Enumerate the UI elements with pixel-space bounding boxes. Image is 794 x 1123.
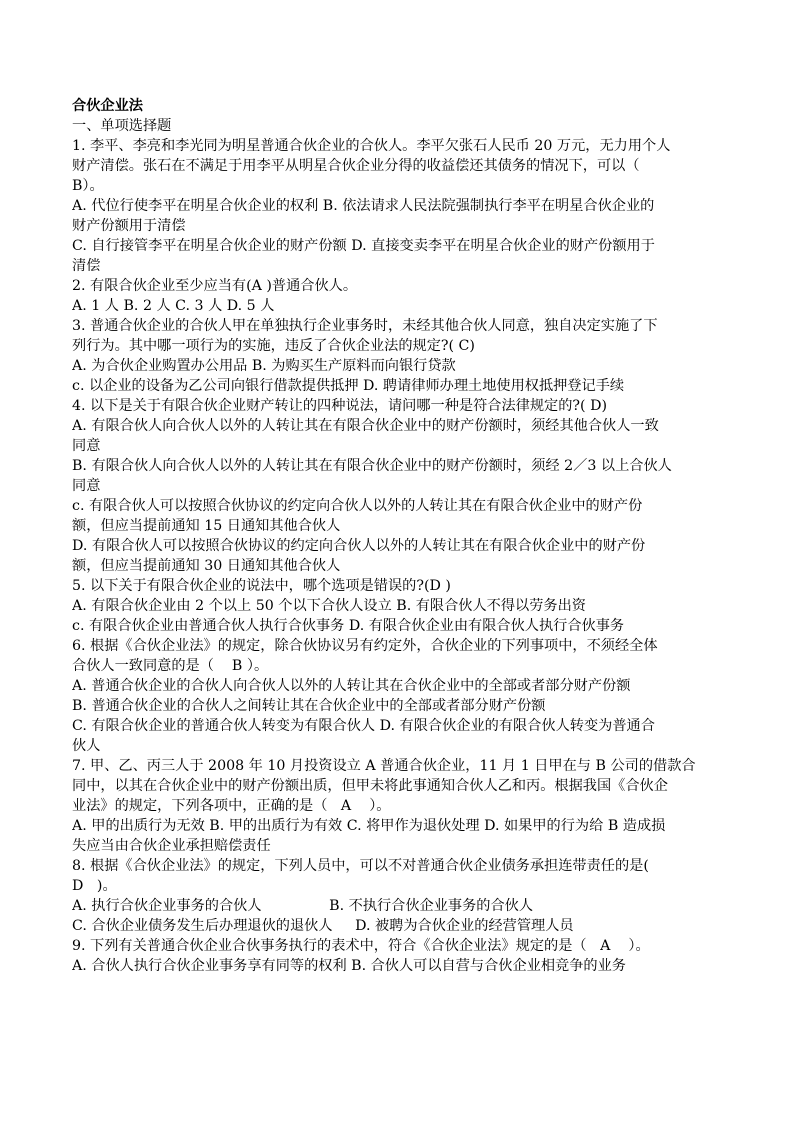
text-line: 8. 根据《合伙企业法》的规定，下列人员中，可以不对普通合伙企业债务承担连带责任的是( [72,858,649,874]
text-line: 5. 以下关于有限合伙企业的说法中，哪个选项是错误的?(D ) [72,578,451,594]
text-line: 6. 根据《合伙企业法》的规定，除合伙协议另有约定外，合伙企业的下列事项中，不须经全体 [72,638,658,654]
text-line: A. 有限合伙企业由 2 个以上 50 个以下合伙人设立 B. 有限合伙人不得以劳务出资 [72,598,586,614]
text-line: 同意 [72,438,101,454]
text-line: 同中，以其在合伙企业中的财产份额出质，但甲未将此事通知合伙人乙和丙。根据我国《合伙企 [72,778,668,794]
text-line: 合伙人一致同意的是（ B ）。 [72,658,269,674]
text-line: C. 有限合伙企业的普通合伙人转变为有限合伙人 D. 有限合伙企业的有限合伙人转变为普通合 [72,718,655,734]
text-line: 列行为。其中哪一项行为的实施，违反了合伙企业法的规定?( C) [72,338,475,354]
text-line: C. 自行接管李平在明星合伙企业的财产份额 D. 直接变卖李平在明星合伙企业的财产份额用于 [72,238,655,254]
text-line: 3. 普通合伙企业的合伙人甲在单独执行企业事务时，未经其他合伙人同意，独自决定实施了下 [72,318,658,334]
section-heading: 一、单项选择题 [72,118,172,134]
text-line: 清偿 [72,258,101,274]
text-line: B）。 [72,178,104,194]
document-page [72,96,752,976]
text-line: C. 合伙企业债务发生后办理退伙的退伙人 D. 被聘为合伙企业的经营管理人员 [72,918,574,934]
text-line: D. 有限合伙人可以按照合伙协议的约定向合伙人以外的人转让其在有限合伙企业中的财产份 [72,538,646,554]
text-line: 同意 [72,478,101,494]
text-line: 4. 以下是关于有限合伙企业财产转让的四种说法，请问哪一种是符合法律规定的?( D) [72,398,607,414]
text-line: 2. 有限合伙企业至少应当有(A )普通合伙人。 [72,278,358,294]
text-line: D )。 [72,878,117,894]
text-line: 伙人 [72,738,101,754]
text-line: B. 有限合伙人向合伙人以外的人转让其在有限合伙企业中的财产份额时，须经 2／3 以上合伙人 [72,458,672,474]
text-line: 财产份额用于清偿 [72,218,186,234]
text-line: A. 执行合伙企业事务的合伙人 B. 不执行合伙企业事务的合伙人 [72,898,534,914]
text-line: A. 甲的出质行为无效 B. 甲的出质行为有效 C. 将甲作为退伙处理 D. 如果甲的行为给 B 造成损 [72,818,666,834]
text-line: A. 合伙人执行合伙企业事务享有同等的权利 B. 合伙人可以自营与合伙企业相竞争的业务 [72,958,626,974]
text-line: 额，但应当提前通知 30 日通知其他合伙人 [72,558,341,574]
text-line: 7. 甲、乙、丙三人于 2008 年 10 月投资设立 A 普通合伙企业，11 月 1 日甲在与 B 公司的借款合 [72,758,696,774]
text-line: A. 普通合伙企业的合伙人向合伙人以外的人转让其在合伙企业中的全部或者部分财产份额 [72,678,631,694]
document-title: 合伙企业法 [72,98,143,114]
text-line: A. 有限合伙人向合伙人以外的人转让其在有限合伙企业中的财产份额时，须经其他合伙人一致 [72,418,659,434]
text-line: 额，但应当提前通知 15 日通知其他合伙人 [72,518,341,534]
text-line: c. 以企业的设备为乙公司向银行借款提供抵押 D. 聘请律师办理土地使用权抵押登记手续 [72,378,625,394]
text-line: 业法》的规定，下列各项中，正确的是（ A ）。 [72,798,391,814]
text-line: A. 1 人 B. 2 人 C. 3 人 D. 5 人 [72,298,275,314]
text-line: 1. 李平、李亮和李光同为明星普通合伙企业的合伙人。李平欠张石人民币 20 万元，无力用个人 [72,138,671,154]
text-line: A. 代位行使李平在明星合伙企业的权利 B. 依法请求人民法院强制执行李平在明星合伙企业的 [72,198,655,214]
text-line: 9. 下列有关普通合伙企业合伙事务执行的表术中，符合《合伙企业法》规定的是（ A ）。 [72,938,650,954]
text-line: c. 有限合伙企业由普通合伙人执行合伙事务 D. 有限合伙企业由有限合伙人执行合伙事务 [72,618,625,634]
text-line: 财产清偿。张石在不满足于用李平从明星合伙企业分得的收益偿还其债务的情况下，可以（ [72,158,640,174]
text-line: 失应当由合伙企业承担赔偿责任 [72,838,271,854]
text-line: c. 有限合伙人可以按照合伙协议的约定向合伙人以外的人转让其在有限合伙企业中的财产份 [72,498,643,514]
text-line: B. 普通合伙企业的合伙人之间转让其在合伙企业中的全部或者部分财产份额 [72,698,546,714]
text-line: A. 为合伙企业购置办公用品 B. 为购买生产原料而向银行贷款 [72,358,456,374]
